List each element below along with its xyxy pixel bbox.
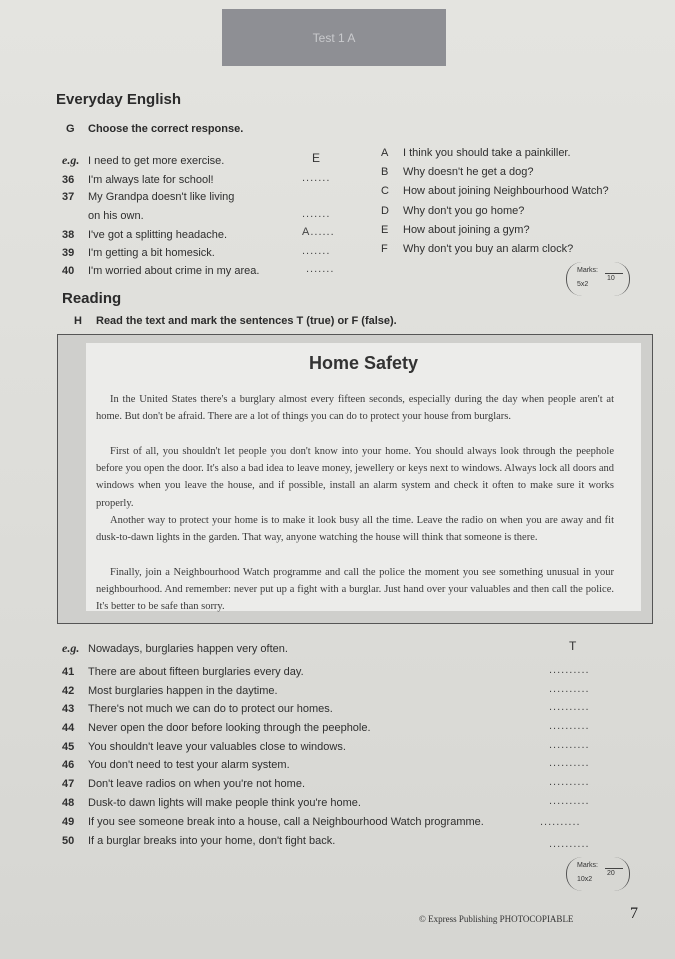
- exchange-row: 37 My Grandpa doesn't like living: [62, 191, 235, 203]
- statement-row: 42 Most burglaries happen in the daytime.: [62, 685, 278, 697]
- marks-multiplier: 5x2: [577, 281, 589, 288]
- answer-blank[interactable]: ..........: [549, 838, 590, 850]
- copyright-footer: © Express Publishing PHOTOCOPIABLE: [419, 914, 574, 924]
- statement-row: 44 Never open the door before looking through the peephole.: [62, 722, 371, 734]
- everyday-english-heading: Everyday English: [56, 91, 182, 108]
- statement-row: 50 If a burglar breaks into your home, don't fight back.: [62, 835, 336, 847]
- paragraph: Another way to protect your home is to make it look busy all the time. Leave the radio on when you are away and fit dusk-to-dawn lights in the garden. That way, anyone watching the house will think that someone is there.: [96, 515, 614, 544]
- instruction-text: Choose the correct response.: [88, 123, 244, 135]
- answer-blank[interactable]: A......: [302, 226, 335, 238]
- answer-blank[interactable]: .......: [302, 245, 331, 257]
- exchange-row-continued: on his own.: [88, 210, 144, 222]
- exchange-row: e.g. I need to get more exercise.: [62, 153, 225, 167]
- paragraph: Finally, join a Neighbourhood Watch programme and call the police the moment you see something unusual in your neighbourhood. And remember: never put up a fight with a burglar. Just hand over your valuables and then call the police. It's better to be safe than sorry.: [96, 567, 614, 613]
- marks-box: [566, 262, 630, 296]
- statement-row: 49 If you see someone break into a house, call a Neighbourhood Watch programme.: [62, 816, 484, 828]
- option-e: E How about joining a gym?: [381, 224, 530, 236]
- paragraph: First of all, you shouldn't let people you don't know into your home. You should always look through the peephole before you open the door. It's also a bad idea to leave money, jewellery or keys next to windows. Always lock all doors and windows when you leave the house, and if possible, install an alarm system and check it often to make sure it works properly.: [96, 446, 614, 509]
- answer-example: E: [312, 151, 321, 165]
- statement-row: 48 Dusk-to dawn lights will make people think you're home.: [62, 797, 361, 809]
- exchange-row: 39 I'm getting a bit homesick.: [62, 247, 215, 259]
- exchange-row: 36 I'm always late for school!: [62, 174, 214, 186]
- statement-row: 45 You shouldn't leave your valuables close to windows.: [62, 741, 346, 753]
- marks-line: [605, 868, 623, 869]
- statement-row: 46 You don't need to test your alarm system.: [62, 759, 290, 771]
- answer-blank[interactable]: ..........: [549, 776, 590, 788]
- option-a: A I think you should take a painkiller.: [381, 147, 571, 159]
- exchange-row: 40 I'm worried about crime in my area.: [62, 265, 260, 277]
- answer-blank[interactable]: ..........: [540, 816, 581, 828]
- statement-row: 43 There's not much we can do to protect our homes.: [62, 703, 333, 715]
- instruction-h: [74, 315, 397, 327]
- paragraph: In the United States there's a burglary almost every fifteen seconds, especially during the day when people aren't at home. But don't be afraid. There are a lot of things you can do to protect your house from burglars.: [96, 394, 614, 423]
- option-b: B Why doesn't he get a dog?: [381, 166, 534, 178]
- reading-heading: Reading: [62, 290, 122, 307]
- option-c: C How about joining Neighbourhood Watch?: [381, 185, 609, 197]
- exchange-row: 38 I've got a splitting headache.: [62, 229, 228, 241]
- answer-blank[interactable]: ..........: [549, 683, 590, 695]
- instruction-g: [66, 123, 243, 135]
- answer-example: T: [569, 639, 577, 653]
- answer-blank[interactable]: .......: [302, 208, 331, 220]
- marks-box: [566, 857, 630, 891]
- marks-line: [605, 273, 623, 274]
- answer-blank[interactable]: ..........: [549, 664, 590, 676]
- instruction-letter: G: [66, 123, 75, 135]
- marks-label: Marks:: [577, 862, 598, 869]
- statement-row: 41 There are about fifteen burglaries every day.: [62, 666, 304, 678]
- answer-blank[interactable]: ..........: [549, 739, 590, 751]
- option-f: F Why don't you buy an alarm clock?: [381, 243, 574, 255]
- answer-blank[interactable]: ..........: [549, 795, 590, 807]
- reading-text-panel: [86, 343, 641, 611]
- answer-blank[interactable]: .......: [306, 263, 335, 275]
- answer-blank[interactable]: ..........: [549, 757, 590, 769]
- option-d: D Why don't you go home?: [381, 205, 525, 217]
- reading-text-title: Home Safety: [308, 353, 419, 373]
- statement-row: 47 Don't leave radios on when you're not home.: [62, 778, 305, 790]
- answer-blank[interactable]: ..........: [549, 701, 590, 713]
- marks-label: Marks:: [577, 267, 598, 274]
- marks-multiplier: 10x2: [577, 876, 593, 883]
- answer-blank[interactable]: .......: [302, 172, 331, 184]
- test-banner: Test 1 A: [222, 9, 446, 66]
- page-number: 7: [630, 905, 638, 922]
- instruction-letter: H: [74, 315, 82, 327]
- statement-row: e.g. Nowadays, burglaries happen very often.: [62, 641, 288, 655]
- marks-total: 10: [607, 275, 615, 282]
- instruction-text: Read the text and mark the sentences T (true) or F (false).: [96, 315, 397, 327]
- marks-total: 20: [607, 870, 615, 877]
- reading-text-box: [57, 334, 653, 624]
- answer-blank[interactable]: ..........: [549, 720, 590, 732]
